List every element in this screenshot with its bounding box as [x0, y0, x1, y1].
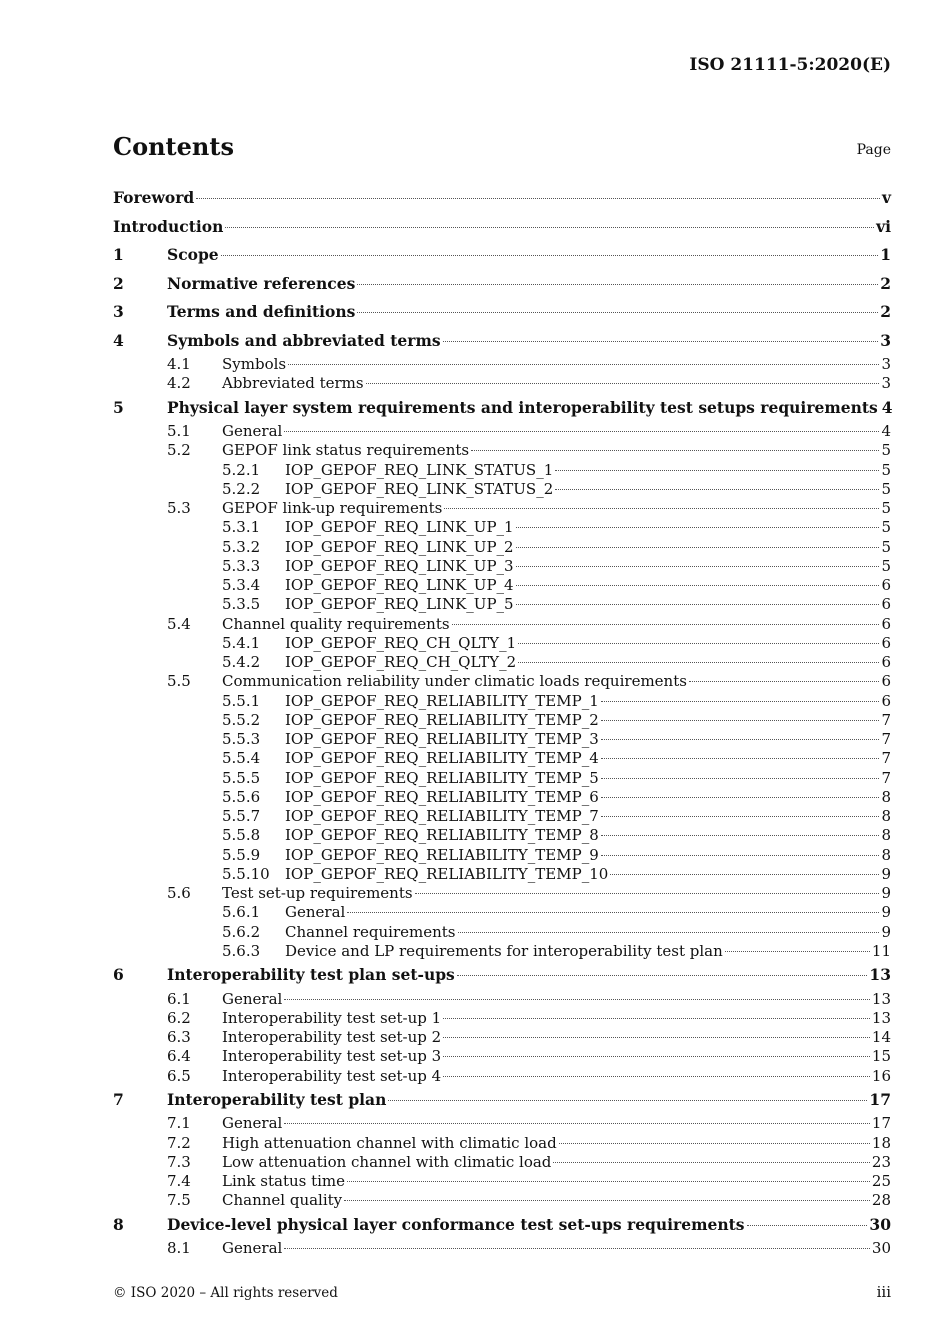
toc-entry-number: 5.3.4 [222, 576, 261, 594]
toc-entry[interactable] [113, 846, 891, 865]
toc-entry-title[interactable]: Channel quality [222, 1191, 343, 1210]
toc-entry-title[interactable]: Interoperability test set-up 1 [222, 1008, 442, 1027]
toc-entry-page[interactable]: 18 [871, 1133, 891, 1152]
toc-entry[interactable] [113, 355, 891, 374]
toc-entry-number: 5.5.9 [222, 845, 261, 864]
toc-entry-page[interactable]: 5 [881, 499, 891, 517]
dot-leader [284, 999, 870, 1000]
dot-leader [443, 1018, 870, 1019]
toc-entry-title[interactable]: IOP_GEPOF_REQ_LINK_UP_5 [285, 595, 514, 614]
toc-entry-number: 5.2.1 [222, 460, 261, 479]
toc-entry-number: 5.5.7 [222, 807, 261, 825]
toc-entry[interactable] [113, 1211, 891, 1240]
toc-entry[interactable] [113, 807, 891, 826]
dot-leader [357, 284, 878, 285]
toc-entry-number: 4 [113, 330, 124, 350]
dot-leader [559, 1143, 870, 1144]
toc-entry-number: 5.2 [167, 441, 191, 460]
toc-entry[interactable] [113, 241, 891, 270]
toc-entry[interactable] [113, 213, 891, 242]
toc-entry-page[interactable]: 6 [881, 576, 891, 594]
toc-entry-title[interactable]: IOP_GEPOF_REQ_LINK_STATUS_1 [285, 460, 554, 479]
dot-leader [516, 604, 880, 605]
toc-entry-title[interactable]: IOP_GEPOF_REQ_LINK_UP_2 [285, 537, 514, 556]
dot-leader [471, 450, 879, 451]
toc-entry[interactable] [113, 518, 891, 537]
toc-entry-title[interactable]: Scope [167, 245, 219, 264]
toc-entry-title[interactable]: Foreword [113, 188, 195, 207]
toc-entry-number: 7.1 [167, 1114, 191, 1133]
toc-entry-page[interactable]: 4 [881, 422, 891, 440]
toc-entry[interactable] [113, 615, 891, 634]
toc-entry[interactable] [113, 788, 891, 807]
toc-entry-number: 7 [113, 1089, 124, 1109]
toc-entry-page[interactable]: 6 [881, 653, 891, 671]
toc-entry-page[interactable]: 8 [881, 787, 891, 806]
dot-leader [458, 932, 880, 933]
dot-leader [555, 470, 879, 471]
toc-entry-number: 7.3 [167, 1152, 191, 1171]
toc-entry-title[interactable]: Test set-up requirements [222, 884, 413, 902]
toc-entry-number: 5.4.1 [222, 633, 261, 652]
toc-entry-number: 5.4.2 [222, 653, 261, 671]
dot-leader [601, 835, 880, 836]
toc-entry-title[interactable]: Interoperability test plan [167, 1089, 387, 1109]
dot-leader [221, 255, 879, 256]
toc-entry[interactable] [113, 394, 891, 423]
toc-entry-page[interactable]: 6 [881, 614, 891, 633]
toc-entry-title[interactable]: IOP_GEPOF_REQ_RELIABILITY_TEMP_3 [285, 730, 599, 748]
toc-entry-title[interactable]: IOP_GEPOF_REQ_RELIABILITY_TEMP_9 [285, 845, 599, 864]
toc-entry-page[interactable]: 15 [871, 1047, 891, 1066]
dot-leader [601, 778, 880, 779]
toc-entry[interactable] [113, 711, 891, 730]
dot-leader [725, 951, 870, 952]
toc-entry-title[interactable]: Symbols and abbreviated terms [167, 330, 441, 350]
toc-entry-title[interactable]: IOP_GEPOF_REQ_LINK_STATUS_2 [285, 479, 554, 498]
dot-leader [601, 855, 880, 856]
toc-entry-number: 5.5.4 [222, 749, 261, 768]
toc-entry-page[interactable]: 5 [881, 441, 891, 460]
dot-leader [601, 720, 880, 721]
toc-entry-title[interactable]: IOP_GEPOF_REQ_CH_QLTY_2 [285, 653, 517, 671]
toc-entry-title[interactable]: Introduction [113, 216, 224, 236]
toc-entry-page[interactable]: 23 [871, 1152, 891, 1171]
dot-leader [366, 383, 880, 384]
dot-leader [347, 912, 879, 913]
toc-entry-number: 5.4 [167, 614, 191, 633]
toc-entry-number: 7.4 [167, 1172, 191, 1190]
toc-entry-page[interactable]: vi [876, 216, 891, 236]
toc-entry-number: 3 [113, 302, 124, 321]
toc-entry[interactable] [113, 461, 891, 480]
toc-entry-page[interactable]: 28 [871, 1191, 891, 1210]
toc-entry[interactable] [113, 1114, 891, 1133]
toc-entry-page[interactable]: 6 [881, 595, 891, 614]
toc-entry-page[interactable]: 1 [880, 245, 891, 264]
toc-entry[interactable] [113, 1191, 891, 1210]
dot-leader [518, 643, 879, 644]
toc-entry-page[interactable]: 7 [881, 730, 891, 748]
toc-entry[interactable] [113, 327, 891, 356]
toc-entry-title[interactable]: General [222, 989, 283, 1008]
toc-entry[interactable] [113, 441, 891, 460]
toc-entry[interactable] [113, 1009, 891, 1028]
toc-entry-title[interactable]: IOP_GEPOF_REQ_RELIABILITY_TEMP_6 [285, 787, 599, 806]
toc-entry-page[interactable]: 9 [881, 884, 891, 902]
toc-entry[interactable] [113, 769, 891, 788]
toc-entry-title[interactable]: IOP_GEPOF_REQ_RELIABILITY_TEMP_1 [285, 691, 599, 710]
dot-leader [415, 893, 880, 894]
dot-leader [553, 1162, 869, 1163]
toc-entry-number: 7.2 [167, 1133, 191, 1152]
toc-entry-title[interactable]: IOP_GEPOF_REQ_RELIABILITY_TEMP_8 [285, 826, 599, 845]
toc-entry-page[interactable]: 3 [881, 355, 891, 373]
dot-leader [747, 1225, 868, 1226]
toc-entry-number: 5.3 [167, 499, 191, 517]
dot-leader [601, 739, 880, 740]
toc-entry[interactable] [113, 270, 891, 299]
toc-entry-number: 8.1 [167, 1239, 191, 1257]
toc-entry-page[interactable]: 7 [881, 749, 891, 768]
toc-entry-title[interactable]: Interoperability test set-up 4 [222, 1066, 442, 1085]
toc-entry-page[interactable]: 17 [871, 1114, 891, 1133]
toc-entry-page[interactable]: 8 [881, 826, 891, 845]
toc-entry-page[interactable]: 8 [881, 807, 891, 825]
dot-leader [388, 1100, 867, 1101]
toc-entry-page[interactable]: 6 [881, 672, 891, 691]
toc-entry-title[interactable]: General [222, 1114, 283, 1133]
toc-entry-number: 6.3 [167, 1028, 191, 1046]
dot-leader [443, 1037, 870, 1038]
toc-entry-number: 5.5.2 [222, 710, 261, 729]
toc-entry-page[interactable]: 30 [869, 1214, 891, 1234]
toc-entry-number: 6.1 [167, 989, 191, 1008]
toc-entry-page[interactable]: 16 [871, 1066, 891, 1085]
toc-entry-page[interactable]: 5 [881, 518, 891, 537]
toc-entry-title[interactable]: Interoperability test set-up 3 [222, 1047, 442, 1066]
toc-entry-page[interactable]: 2 [880, 302, 891, 321]
toc-entry-title[interactable]: GEPOF link-up requirements [222, 499, 443, 517]
toc-entry-title[interactable]: Communication reliability under climatic loads requirements [222, 672, 687, 691]
toc-entry-number: 4.1 [167, 355, 191, 373]
toc-entry-page[interactable]: 9 [881, 922, 891, 941]
toc-entry-title[interactable]: IOP_GEPOF_REQ_RELIABILITY_TEMP_7 [285, 807, 599, 825]
toc-entry[interactable] [113, 990, 891, 1009]
dot-leader [344, 1200, 870, 1201]
toc-entry-number: 5.2.2 [222, 479, 261, 498]
toc-entry[interactable] [113, 942, 891, 961]
toc-entry-page[interactable]: 30 [871, 1239, 891, 1257]
toc-entry-title[interactable]: Link status time [222, 1172, 346, 1190]
toc-entry-page[interactable]: 25 [871, 1172, 891, 1190]
toc-entry-title[interactable]: General [285, 903, 346, 922]
dot-leader [516, 547, 880, 548]
dot-leader [516, 527, 880, 528]
page-title: Contents [113, 132, 234, 161]
toc-entry[interactable] [113, 1239, 891, 1258]
toc-entry-title[interactable]: Physical layer system requirements and interoperability test setups requirements [167, 397, 878, 417]
toc-entry-title[interactable]: Low attenuation channel with climatic load [222, 1152, 552, 1171]
dot-leader [601, 758, 880, 759]
toc-entry-page[interactable]: 7 [881, 768, 891, 787]
toc-entry-page[interactable]: 7 [881, 710, 891, 729]
toc-entry[interactable] [113, 672, 891, 691]
toc-entry-page[interactable]: 3 [880, 330, 891, 350]
toc-entry-number: 6.4 [167, 1047, 191, 1066]
toc-entry[interactable] [113, 374, 891, 393]
copyright-notice: © ISO 2020 – All rights reserved [113, 1285, 338, 1301]
toc-entry-title[interactable]: Device and LP requirements for interoperability test plan [285, 941, 723, 960]
dot-leader [444, 508, 879, 509]
toc-entry-number: 6 [113, 965, 124, 984]
toc-entry-title[interactable]: Interoperability test plan set-ups [167, 965, 455, 984]
toc-entry-number: 7.5 [167, 1191, 191, 1210]
toc-entry[interactable] [113, 422, 891, 441]
toc-entry-page[interactable]: 5 [881, 556, 891, 575]
toc-entry-number: 5.5.3 [222, 730, 261, 748]
toc-entry-page[interactable]: 5 [881, 460, 891, 479]
toc-entry-title[interactable]: IOP_GEPOF_REQ_RELIABILITY_TEMP_4 [285, 749, 599, 768]
toc-entry[interactable] [113, 884, 891, 903]
toc-entry-page[interactable]: 9 [881, 864, 891, 883]
toc-entry[interactable] [113, 499, 891, 518]
toc-entry[interactable] [113, 826, 891, 845]
toc-entry-page[interactable]: 5 [881, 479, 891, 498]
dot-leader [284, 431, 879, 432]
dot-leader [516, 585, 880, 586]
dot-leader [443, 1056, 870, 1057]
toc-entry[interactable] [113, 595, 891, 614]
toc-entry[interactable] [113, 184, 891, 213]
toc-entry[interactable] [113, 653, 891, 672]
toc-entry-number: 6.5 [167, 1066, 191, 1085]
toc-entry[interactable] [113, 865, 891, 884]
toc-entry-page[interactable]: 13 [871, 989, 891, 1008]
toc-entry-title[interactable]: Channel requirements [285, 922, 456, 941]
toc-entry-page[interactable]: 5 [881, 537, 891, 556]
toc-entry[interactable] [113, 576, 891, 595]
toc-entry[interactable] [113, 480, 891, 499]
toc-entry-number: 2 [113, 273, 124, 293]
toc-entry-page[interactable]: v [881, 188, 891, 207]
toc-entry-number: 5.3.1 [222, 518, 261, 537]
page-number: iii [876, 1283, 891, 1301]
toc-entry-page[interactable]: 8 [881, 845, 891, 864]
toc-entry[interactable] [113, 1067, 891, 1086]
dot-leader [225, 227, 874, 228]
toc-entry[interactable] [113, 1086, 891, 1115]
toc-entry-title[interactable]: Symbols [222, 355, 287, 373]
toc-entry-number: 5.1 [167, 422, 191, 440]
toc-entry-title[interactable]: IOP_GEPOF_REQ_RELIABILITY_TEMP_10 [285, 864, 609, 883]
toc-entry-number: 5.6.1 [222, 903, 261, 922]
toc-entry-title[interactable]: Interoperability test set-up 2 [222, 1028, 442, 1046]
toc-entry-page[interactable]: 13 [869, 965, 891, 984]
toc-entry-page[interactable]: 3 [881, 374, 891, 393]
dot-leader [443, 341, 879, 342]
toc-entry[interactable] [113, 1047, 891, 1066]
toc-entry-title[interactable]: Normative references [167, 273, 356, 293]
toc-entry[interactable] [113, 1028, 891, 1047]
toc-entry[interactable] [113, 1153, 891, 1172]
toc-entry-number: 8 [113, 1214, 124, 1234]
toc-entry-title[interactable]: General [222, 422, 283, 440]
dot-leader [452, 624, 880, 625]
toc-entry-number: 1 [113, 245, 124, 264]
toc-entry[interactable] [113, 1134, 891, 1153]
toc-entry-page[interactable]: 6 [881, 633, 891, 652]
document-id: ISO 21111-5:2020(E) [689, 55, 891, 75]
toc-entry-title[interactable]: IOP_GEPOF_REQ_RELIABILITY_TEMP_2 [285, 710, 599, 729]
toc-entry-number: 5 [113, 397, 124, 417]
toc-entry-page[interactable]: 6 [881, 691, 891, 710]
toc-entry[interactable] [113, 1172, 891, 1191]
toc-entry-number: 5.5.10 [222, 864, 270, 883]
toc-entry[interactable] [113, 692, 891, 711]
toc-entry-page[interactable]: 13 [871, 1008, 891, 1027]
toc-entry-number: 5.3.2 [222, 537, 261, 556]
toc-entry-page[interactable]: 4 [881, 397, 893, 417]
dot-leader [601, 797, 880, 798]
dot-leader [516, 566, 880, 567]
toc-entry-title[interactable]: IOP_GEPOF_REQ_LINK_UP_1 [285, 518, 514, 537]
toc-entry-title[interactable]: Channel quality requirements [222, 614, 450, 633]
toc-entry-title[interactable]: IOP_GEPOF_REQ_RELIABILITY_TEMP_5 [285, 768, 599, 787]
toc-entry-number: 5.5.5 [222, 768, 261, 787]
toc-entry-title[interactable]: IOP_GEPOF_REQ_LINK_UP_4 [285, 576, 514, 594]
toc-entry[interactable] [113, 961, 891, 990]
toc-entry[interactable] [113, 557, 891, 576]
dot-leader [443, 1076, 870, 1077]
toc-entry-page[interactable]: 14 [871, 1028, 891, 1046]
dot-leader [357, 312, 878, 313]
dot-leader [288, 364, 879, 365]
dot-leader [196, 198, 880, 199]
toc-entry-number: 5.5.8 [222, 826, 261, 845]
dot-leader [518, 662, 879, 663]
toc-entry-number: 6.2 [167, 1008, 191, 1027]
dot-leader [284, 1248, 870, 1249]
toc-entry-number: 5.5.6 [222, 787, 261, 806]
dot-leader [689, 681, 880, 682]
toc-entry-number: 5.6 [167, 884, 191, 902]
dot-leader [601, 701, 880, 702]
toc-entry[interactable] [113, 749, 891, 768]
toc-entry-title[interactable]: IOP_GEPOF_REQ_CH_QLTY_1 [285, 633, 517, 652]
toc-entry[interactable] [113, 634, 891, 653]
toc-entry-title[interactable]: Device-level physical layer conformance test set-ups requirements [167, 1214, 745, 1234]
toc-entry-number: 5.3.5 [222, 595, 261, 614]
dot-leader [284, 1123, 870, 1124]
toc-entry-page[interactable]: 9 [881, 903, 891, 922]
toc-entry-number: 5.5.1 [222, 691, 261, 710]
dot-leader [555, 489, 879, 490]
toc-entry-title[interactable]: High attenuation channel with climatic load [222, 1133, 557, 1152]
toc-entry[interactable] [113, 538, 891, 557]
toc-entry-page[interactable]: 17 [869, 1089, 891, 1109]
table-of-contents [113, 184, 891, 1258]
toc-entry-title[interactable]: Abbreviated terms [222, 374, 364, 393]
toc-entry-title[interactable]: Terms and definitions [167, 302, 356, 321]
toc-entry-number: 5.6.2 [222, 922, 261, 941]
toc-entry-number: 5.5 [167, 672, 191, 691]
toc-entry[interactable] [113, 298, 891, 327]
dot-leader [457, 975, 868, 976]
dot-leader [610, 874, 879, 875]
toc-entry-title[interactable]: GEPOF link status requirements [222, 441, 470, 460]
toc-entry-title[interactable]: IOP_GEPOF_REQ_LINK_UP_3 [285, 556, 514, 575]
dot-leader [601, 816, 880, 817]
toc-entry-page[interactable]: 11 [871, 941, 891, 960]
page-column-label: Page [856, 142, 891, 158]
toc-entry-title[interactable]: General [222, 1239, 283, 1257]
toc-entry-number: 5.6.3 [222, 941, 261, 960]
toc-entry[interactable] [113, 923, 891, 942]
toc-entry-number: 4.2 [167, 374, 191, 393]
toc-entry-page[interactable]: 2 [880, 273, 891, 293]
toc-entry[interactable] [113, 730, 891, 749]
toc-entry[interactable] [113, 903, 891, 922]
toc-entry-number: 5.3.3 [222, 556, 261, 575]
dot-leader [347, 1181, 870, 1182]
